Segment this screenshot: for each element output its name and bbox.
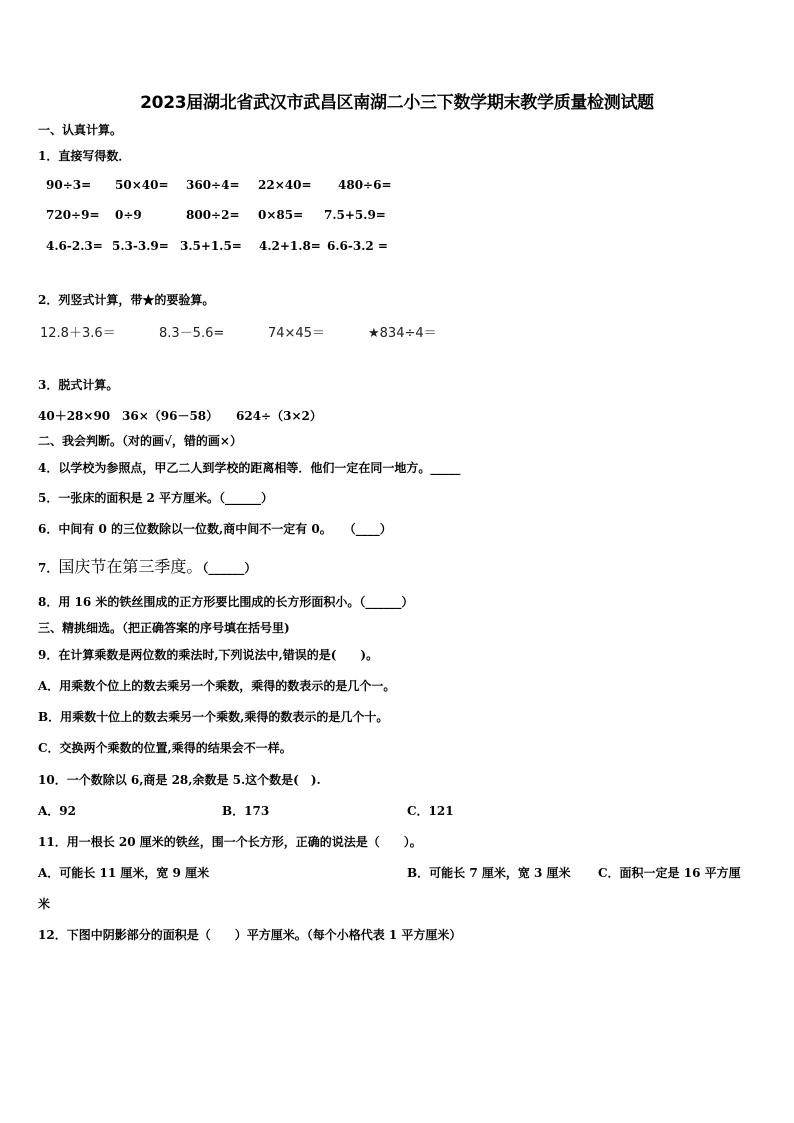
q11-option-a: A．可能长 11 厘米，宽 9 厘米 [38,866,210,880]
q1-item: 22×40= [258,178,312,192]
q6-text: 6．中间有 0 的三位数除以一位数,商中间不一定有 0。 （____） [38,522,392,536]
q1-item: 90÷3= [46,178,92,192]
q10-option-a: A．92 [38,804,77,818]
q1-item: 6.6-3.2 = [327,239,388,253]
q1-item: 7.5+5.9= [324,208,386,222]
q3-item: 40＋28×90 [38,409,111,423]
section1-heading: 一、认真计算。 [38,123,123,137]
q12-stem: 12．下图中阴影部分的面积是（ ）平方厘米。（每个小格代表 1 平方厘米） [38,928,462,942]
q11-option-c: C．面积一定是 16 平方厘 [598,866,741,880]
q10-option-c: C．121 [407,804,454,818]
q7-number: 7． [38,561,59,575]
q7-blank: （______） [202,561,257,575]
q10-stem: 10．一个数除以 6,商是 28,余数是 5.这个数是( ). [38,773,321,787]
q1-label: 1．直接写得数． [38,149,131,163]
q9-option-b: B．用乘数十位上的数去乘另一个乘数,乘得的数表示的是几个十。 [38,710,389,724]
q1-item: 5.3-3.9= [112,239,169,253]
q2-item: 74×45＝ [268,326,325,341]
q1-item: 0÷9 [115,208,142,222]
page-title: 2023届湖北省武汉市武昌区南湖二小三下数学期末教学质量检测试题 [140,93,654,113]
q3-item: 624÷（3×2） [236,409,322,423]
q1-item: 50×40= [115,178,169,192]
q1-item: 480÷6= [338,178,392,192]
q9-stem: 9．在计算乘数是两位数的乘法时,下列说法中,错误的是( )。 [38,648,379,662]
section3-heading: 三、精挑细选。（把正确答案的序号填在括号里) [38,621,290,635]
q1-item: 800÷2= [186,208,240,222]
q1-item: 0×85= [258,208,304,222]
q9-option-a: A．用乘数个位上的数去乘另一个乘数，乘得的数表示的是几个一。 [38,679,396,693]
q7-statement: 国庆节在第三季度。 [58,557,203,576]
q11-stem: 11．用一根长 20 厘米的铁丝，围一个长方形，正确的说法是（ ）。 [38,835,422,849]
q10-option-b: B．173 [222,804,270,818]
q7-text [38,554,256,577]
q1-item: 720÷9= [46,208,100,222]
q3-label: 3．脱式计算。 [38,378,119,392]
q1-item: 4.6-2.3= [46,239,103,253]
q2-item: ★834÷4＝ [368,326,437,341]
q9-option-c: C．交换两个乘数的位置,乘得的结果会不一样。 [38,741,292,755]
q11-option-c-wrap: 米 [38,897,51,911]
q4-text: 4．以学校为参照点，甲乙二人到学校的距离相等．他们一定在同一地方。_____ [38,461,461,475]
q11-option-b: B．可能长 7 厘米，宽 3 厘米 [407,866,571,880]
q8-text: 8．用 16 米的铁丝围成的正方形要比围成的长方形面积小。（______） [38,595,414,609]
q3-item: 36×（96－58） [122,409,219,423]
q2-item: 8.3－5.6= [159,326,225,341]
q5-text: 5．一张床的面积是 2 平方厘米。（______） [38,491,274,505]
q1-item: 4.2+1.8= [259,239,321,253]
q1-item: 3.5+1.5= [180,239,242,253]
q2-label: 2．列竖式计算，带★的要验算。 [38,293,215,307]
q1-item: 360÷4= [186,178,240,192]
q2-item: 12.8＋3.6＝ [40,326,116,341]
section2-heading: 二、我会判断。（对的画√，错的画×） [38,434,242,448]
